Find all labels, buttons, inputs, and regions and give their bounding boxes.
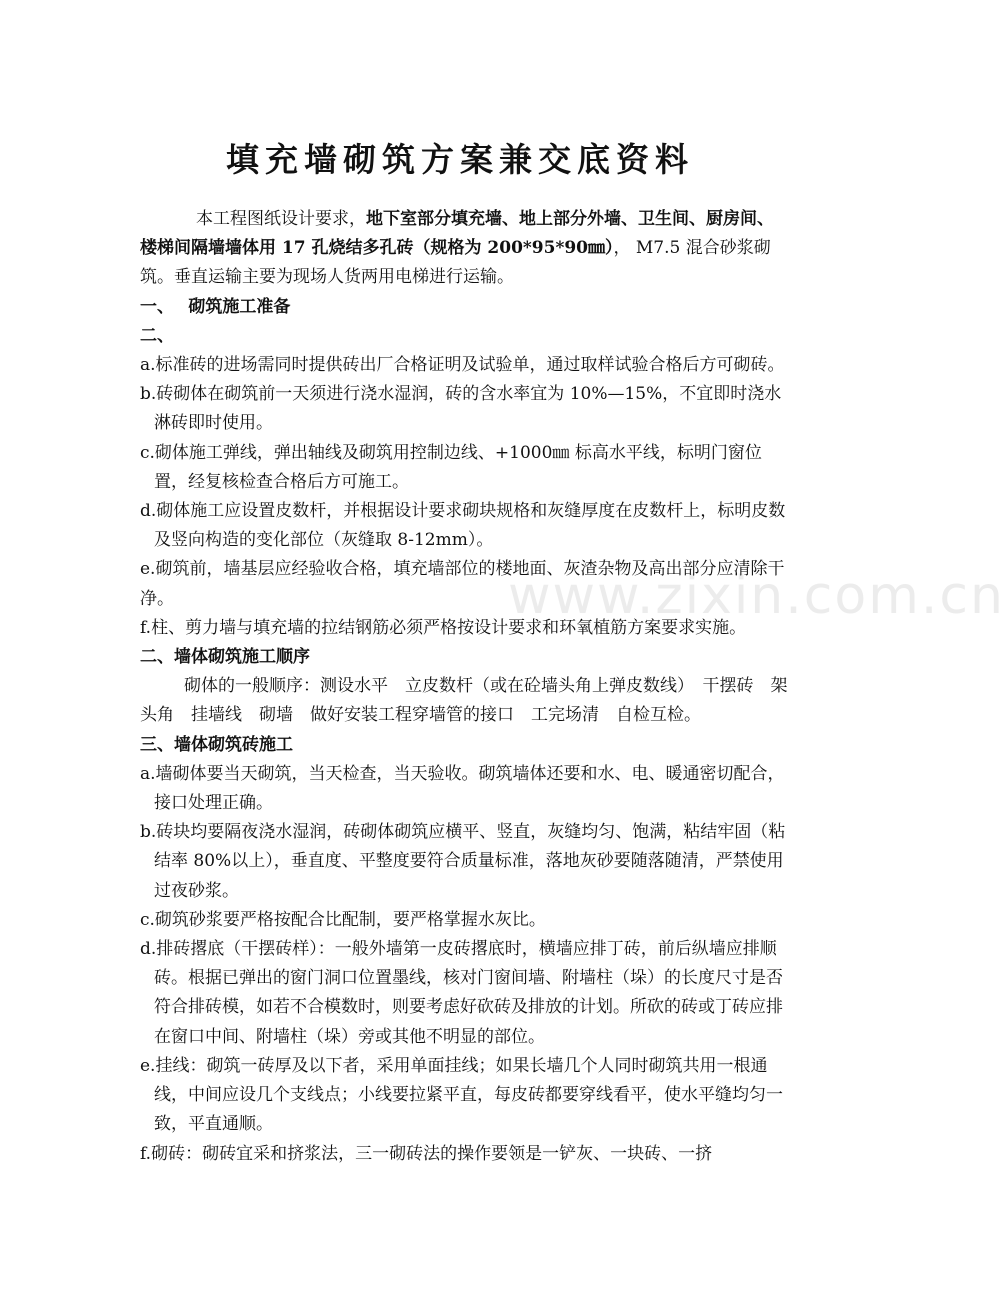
section1-item-b: b.砖砌体在砌筑前一天须进行浇水湿润，砖的含水率宜为 10%—15%，不宜即时浇水淋砖即时使用。 — [140, 384, 782, 434]
watermark: www.zixin.com.cn — [508, 566, 1005, 626]
section1-subheading: 二、 — [140, 325, 174, 346]
section3-item-d: d.排砖撂底（干摆砖样）：一般外墙第一皮砖撂底时，横墙应排丁砖，前后纵墙应排顺砖。根据已弹出的窗门洞口位置墨线，核对门窗间墙、附墙柱（垛）的长度尺寸是否符合排砖模，如若不合模数时，则要考虑好砍砖及排放的计划。所砍的砖或丁砖应排在窗口中间、附墙柱（垛）旁或其他不明显的部位。 — [140, 939, 783, 1047]
section2-sequence-text: 砌体的一般顺序：测设水平 立皮数杆（或在砼墙头角上弹皮数线） 干摆砖 架头角 挂墙线 砌墙 做好安装工程穿墙管的接口 工完场清 自检互检。 — [140, 676, 788, 726]
intro-normal-end: ， M7.5 混合砂浆砌筑。垂直运输主要为现场人货两用电梯进行运输。 — [140, 238, 771, 288]
section1-heading: 一、 砌筑施工准备 — [140, 296, 291, 317]
section1-item-f: f.柱、剪力墙与填充墙的拉结钢筋必须严格按设计要求和环氧植筋方案要求实施。 — [140, 617, 747, 638]
section3-item-c: c.砌筑砂浆要严格按配合比配制，要严格掌握水灰比。 — [140, 909, 546, 930]
section3-item-a: a.墙砌体要当天砌筑，当天检查，当天验收。砌筑墙体还要和水、电、暖通密切配合，接口处理正确。 — [140, 763, 785, 814]
intro-normal-start: 本工程图纸设计要求， — [196, 209, 366, 229]
section3-item-e: e.挂线：砌筑一砖厚及以下者，采用单面挂线；如果长墙几个人同时砌筑共用一根通线，中间应设几个支线点；小线要拉紧平直，每皮砖都要穿线看平，使水平缝均匀一致，平直通顺。 — [140, 1055, 783, 1135]
intro-paragraph — [140, 205, 790, 293]
section1-item-e: e.砌筑前，墙基层应经验收合格，填充墙部位的楼地面、灰渣杂物及高出部分应清除干净。 — [140, 559, 785, 609]
section2-heading: 二、墙体砌筑施工顺序 — [140, 647, 310, 668]
section1-item-c: c.砌体施工弹线，弹出轴线及砌筑用控制边线、+1000㎜ 标高水平线，标明门窗位置，经复核检查合格后方可施工。 — [140, 442, 762, 492]
section3-heading: 三、墙体砌筑砖施工 — [140, 734, 293, 755]
section1-item-a: a.标准砖的进场需同时提供砖出厂合格证明及试验单，通过取样试验合格后方可砌砖。 — [140, 355, 785, 376]
document-title: 填充墙砌筑方案兼交底资料 — [226, 140, 694, 179]
section3-item-f: f.砌砖：砌砖宜采和挤浆法，三一砌砖法的操作要领是一铲灰、一块砖、一挤 — [140, 1143, 713, 1164]
section1-item-d: d.砌体施工应设置皮数杆，并根据设计要求砌块规格和灰缝厚度在皮数杆上，标明皮数及竖向构造的变化部位（灰缝取 8-12mm）。 — [140, 501, 786, 551]
section3-item-b: b.砖块均要隔夜浇水湿润，砖砌体砌筑应横平、竖直，灰缝均匀、饱满，粘结牢固（粘结率 80%以上），垂直度、平整度要符合质量标准，落地灰砂要随落随清，严禁使用过夜砂浆。 — [140, 822, 786, 901]
document-body — [140, 205, 790, 1169]
intro-bold-spec: 地下室部分填充墙、地上部分外墙、卫生间、厨房间、楼梯间隔墙墙体用 17 孔烧结多孔砖（规格为 200*95*90㎜） — [140, 209, 774, 259]
